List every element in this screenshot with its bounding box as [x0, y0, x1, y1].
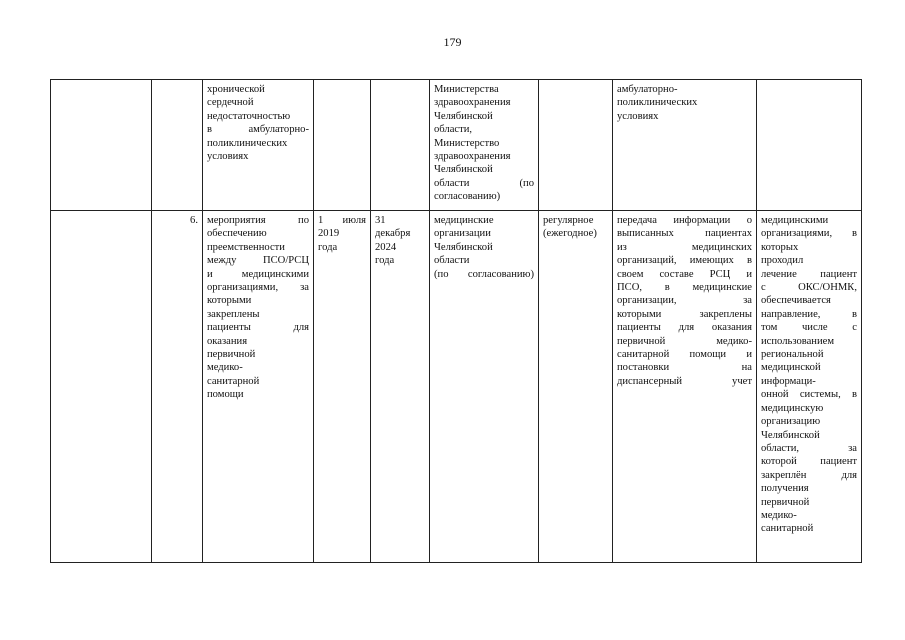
cell-line: оказания [207, 335, 248, 347]
result-cell [613, 211, 757, 563]
cell-line: организациями, за [207, 282, 309, 294]
cell-line: которых [761, 241, 799, 253]
cell-line: медицинской [761, 362, 821, 374]
cell-line: организациями, в [761, 228, 857, 240]
cell-line: декабря [375, 228, 411, 240]
cell-line: здравоохранения [434, 151, 511, 163]
cell-line: области, за [761, 442, 857, 454]
cell-line: том числе с [761, 322, 857, 334]
cell-line: пациенты для [207, 322, 309, 334]
cell-line: медицинскими [761, 215, 829, 226]
cell-line: постановки на [617, 362, 752, 374]
cell-line: поликлинических [617, 97, 698, 109]
cell-line: из медицинских [617, 241, 752, 253]
cell-line: согласованию) [434, 191, 501, 203]
cell-line: санитарной [207, 375, 260, 387]
number-cell [152, 80, 203, 211]
cell-line: мероприятия по [207, 215, 309, 226]
table-row [51, 80, 862, 211]
cell-line: 6. [190, 215, 198, 226]
executor-cell [430, 211, 539, 563]
cell-line: организацию [761, 416, 821, 428]
cell-line: (по согласованию) [434, 268, 534, 280]
cell-line: обеспечению [207, 228, 267, 240]
activity-cell [203, 211, 314, 563]
cell-line: помощи [207, 389, 244, 401]
cell-line: условиях [207, 151, 249, 163]
activity-cell [203, 80, 314, 211]
table-body [51, 80, 862, 563]
cell-line: организации, за [617, 295, 752, 307]
cell-line: использованием [761, 335, 835, 347]
cell-line: организаций, имеющих в [617, 255, 752, 267]
cell-line: области, [434, 124, 473, 136]
cell-line: первичной [207, 349, 256, 361]
indicator-cell [757, 80, 862, 211]
cell-line: 31 [375, 215, 386, 226]
cell-line: которой пациент [761, 456, 857, 468]
cell-line: обеспечивается [761, 295, 831, 307]
cell-line: Челябинской [434, 110, 493, 122]
cell-line: ПСО, в медицинские [617, 282, 752, 294]
table-row [51, 211, 862, 563]
cell-line: сердечной [207, 97, 254, 109]
indicator-cell [757, 211, 862, 563]
cell-line: 1 июля [318, 215, 366, 226]
cell-line: здравоохранения [434, 97, 511, 109]
cell-line: 2019 [318, 228, 340, 240]
cell-line: поликлинических [207, 137, 288, 149]
document-table [50, 79, 862, 563]
cell-line: санитарной помощи и [617, 349, 752, 361]
cell-line: своем составе РСЦ и [617, 268, 752, 280]
cell-line: медицинскую [761, 402, 824, 414]
cell-line: Челябинской [434, 241, 493, 253]
cell-line: 2024 [375, 241, 397, 253]
cell-line: диспансерный учет [617, 375, 752, 387]
index-blank-cell [51, 211, 152, 563]
start-date-cell [314, 211, 371, 563]
cell-line: закреплён для [761, 469, 857, 481]
frequency-cell [539, 80, 613, 211]
cell-line: года [375, 255, 395, 267]
cell-line: выписанных пациентах [617, 228, 752, 240]
cell-line: года [318, 241, 338, 253]
frequency-cell [539, 211, 613, 563]
cell-line: первичной [761, 496, 810, 508]
cell-line: которыми [207, 295, 252, 307]
cell-line: хронической [207, 84, 265, 95]
cell-line: первичной медико- [617, 335, 752, 347]
cell-line: лечение пациент [761, 268, 857, 280]
cell-line: проходил [761, 255, 804, 267]
end-date-cell [371, 211, 430, 563]
cell-line: региональной [761, 349, 824, 361]
cell-line: с ОКС/ОНМК, [761, 282, 857, 294]
cell-line: онной системы, в [761, 389, 857, 401]
cell-line: Челябинской [434, 164, 493, 176]
cell-line: амбулаторно- [617, 84, 678, 95]
cell-line: в амбулаторно- [207, 124, 309, 136]
cell-line: недостаточностью [207, 110, 291, 122]
cell-line: условиях [617, 110, 659, 122]
end-date-cell [371, 80, 430, 211]
index-blank-cell [51, 80, 152, 211]
cell-line: медико- [207, 362, 243, 374]
cell-line: преемственности [207, 241, 285, 253]
cell-line: медицинские [434, 215, 494, 226]
cell-line: Министерства [434, 84, 499, 95]
cell-line: которыми закреплены [617, 308, 752, 320]
cell-line: Министерство [434, 137, 500, 149]
cell-line: Челябинской [761, 429, 820, 441]
result-cell [613, 80, 757, 211]
number-cell [152, 211, 203, 563]
cell-line: регулярное [543, 215, 594, 226]
cell-line: между ПСО/РСЦ [207, 255, 309, 267]
cell-line: области [434, 255, 470, 267]
cell-line: направление, в [761, 308, 857, 320]
cell-line: пациенты для оказания [617, 322, 752, 334]
page-number: 179 [443, 35, 462, 49]
executor-cell [430, 80, 539, 211]
cell-line: области (по [434, 177, 534, 189]
cell-line: медико- [761, 509, 797, 521]
cell-line: закреплены [207, 308, 260, 320]
start-date-cell [314, 80, 371, 211]
cell-line: передача информации о [617, 215, 752, 226]
cell-line: и медицинскими [207, 268, 309, 280]
cell-line: организации [434, 228, 491, 240]
cell-line: санитарной [761, 523, 814, 535]
cell-line: (ежегодное) [543, 228, 597, 240]
cell-line: информаци- [761, 375, 816, 387]
cell-line: получения [761, 483, 809, 495]
